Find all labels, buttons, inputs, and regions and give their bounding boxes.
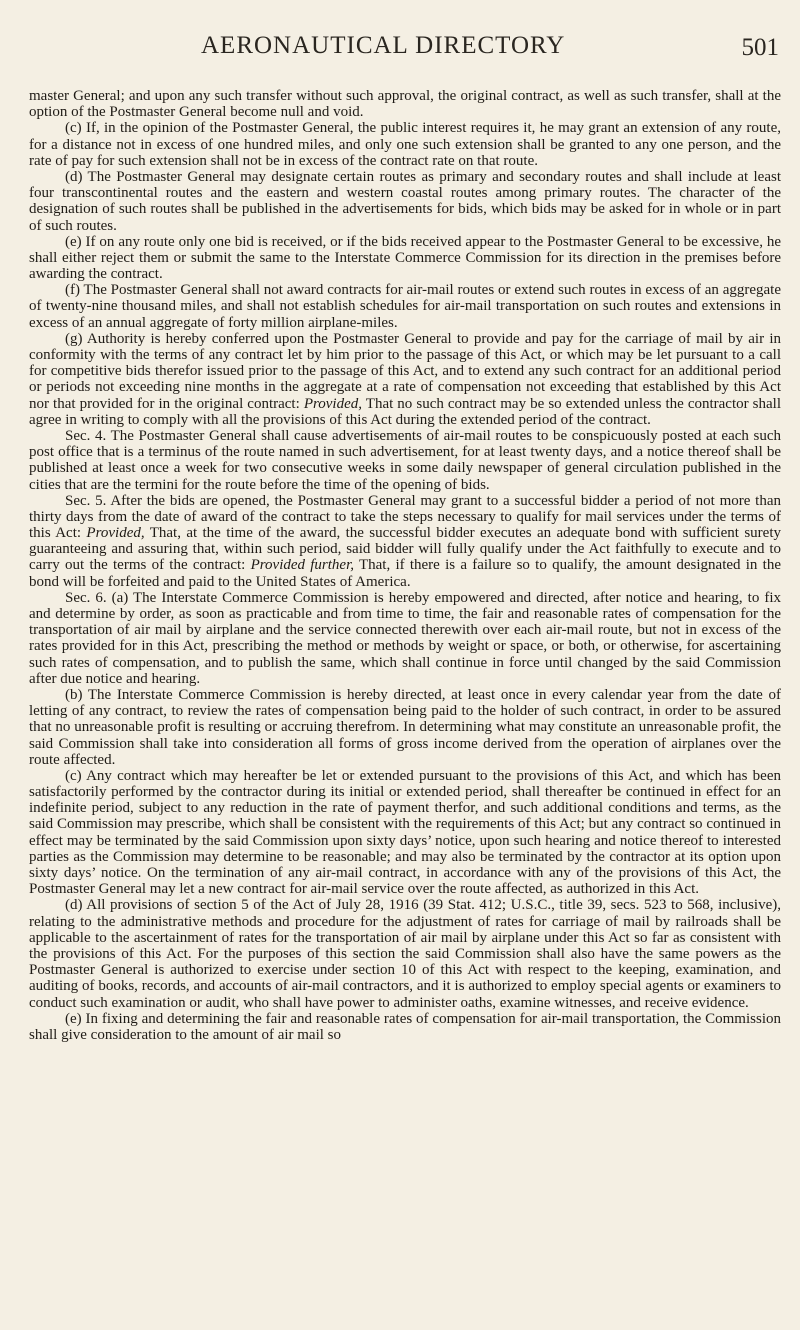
paragraph-text: Sec. 6. (a) The Interstate Commerce Commission is hereby empowered and directed, after notice and hearing, to fix and determine by order, as soon as practicable and from time to time, the fair and reasonable rates of compensation for the transportation of air mail by airplane and the service connected therewith over each air-mail route, but not in excess of the rates provided for in this Act, prescribing the method or methods by weight or space, or both, or otherwise, for ascertaining such rates of compensation, and to publish the same, which shall continue in force until changed by the said Commission after due notice and hearing. bbox=[29, 589, 781, 687]
paragraph-text: (d) All provisions of section 5 of the Act of July 28, 1916 (39 Stat. 412; U.S.C., title 39, secs. 523 to 568, inclusive), relating to the administrative methods and procedure for the adjustment of rates for carriage of mail by railroads shall be applicable to the ascertainment of rates for the transportation of air mail by airplane under this Act so far as consistent with the provisions of this Act. For the purposes of this section the said Commission shall also have the same powers as the Postmaster General is authorized to exercise under section 10 of this Act with respect to the keeping, examination, and auditing of books, records, and accounts of air-mail contractors, and it is authorized to employ special agents or examiners to conduct such examination or audit, who shall have power to administer oaths, examine witnesses, and receive evidence. bbox=[29, 897, 781, 1011]
paragraph-section-6b bbox=[29, 687, 781, 768]
paragraph-text: Sec. 4. The Postmaster General shall cause advertisements of air-mail routes to be conspicuously posted at each such post office that is a terminus of the route named in such advertisement, for at least twenty days, and a notice thereof shall be published at least once a week for two consecutive weeks in some daily newspaper of general circulation published in the cities that are the termini for the route before the time of the opening of bids. bbox=[29, 427, 781, 493]
paragraph-text: (c) If, in the opinion of the Postmaster General, the public interest requires it, he may grant an extension of any route, for a distance not in excess of one hundred miles, and only one such extension shall be granted to any one person, and the rate of pay for such extension shall not be in excess of the contract rate on that route. bbox=[29, 120, 781, 169]
paragraph-section-6a bbox=[29, 590, 781, 687]
paragraph-section-5 bbox=[29, 493, 781, 590]
paragraph-section-4 bbox=[29, 428, 781, 493]
paragraph-text: (f) The Postmaster General shall not award contracts for air-mail routes or extend such routes in excess of an aggregate of twenty-nine thousand miles, and shall not establish schedules for air-mail transportation on such routes and extensions in excess of an annual aggregate of forty million airplane-miles. bbox=[29, 282, 781, 331]
paragraph-text: (b) The Interstate Commerce Commission is hereby directed, at least once in every calendar year from the date of letting of any contract, to review the rates of compensation being paid to the holder of such contract, in order to be assured that no unreasonable profit is resulting or accruing therefrom. In determining what may constitute an unreasonable profit, the said Commission shall take into consideration all forms of gross income derived from the operation of airplanes over the route affected. bbox=[29, 686, 781, 768]
body-text bbox=[29, 88, 781, 1043]
paragraph-text: (c) Any contract which may hereafter be let or extended pursuant to the provisions of this Act, and which has been satisfactorily performed by the contractor during its initial or extended period, shall thereafter be continued in effect for an indefinite period, subject to any reduction in the rate of payment therfor, and such additional conditions and terms, as the said Commission may prescribe, which shall be consistent with the requirements of this Act; but any contract so continued in effect may be terminated by the said Commission upon sixty days’ notice, upon such hearing and notice thereof to interested parties as the Commission may determine to be reasonable; and may also be terminated by the contractor at its option upon sixty days’ notice. On the termination of any air-mail contract, in accordance with any of the provisions of this Act, the Postmaster General may let a new contract for air-mail service over the route affected, as authorized in this Act. bbox=[29, 767, 781, 898]
page-number: 501 bbox=[741, 34, 779, 61]
page-header bbox=[29, 30, 781, 64]
paragraph-text: master General; and upon any such transfer without such approval, the original contract, as well as such transfer, shall at the option of the Postmaster General become null and void. bbox=[29, 88, 781, 121]
paragraph-text: (d) The Postmaster General may designate certain routes as primary and secondary routes and shall include at least four transcontinental routes and the eastern and western coastal routes among primary routes. The character of the designation of such routes shall be published in the advertisements for bids, which bids may be asked for in whole or in part of such routes. bbox=[29, 168, 781, 234]
paragraph-route-extension bbox=[29, 120, 781, 169]
paragraph-text-end: That, if there is a failure so to qualify, the amount designated in the bond will be forfeited and paid to the United States of America. bbox=[29, 557, 781, 590]
paragraph-contract-extension bbox=[29, 331, 781, 428]
paragraph-single-bid bbox=[29, 234, 781, 283]
paragraph-section-6e bbox=[29, 1011, 781, 1043]
paragraph-text-middle: That, at the time of the award, the successful bidder executes an adequate bond with sufficient surety guaranteeing and assuring that, within such period, said bidder will fully qualify under the Act faithfully to execute and to carry out the terms of the contract: bbox=[29, 525, 782, 574]
paragraph-section-6c bbox=[29, 768, 781, 898]
paragraph-text-start: Sec. 5. After the bids are opened, the Postmaster General may grant to a successful bidder a period of not more than thirty days from the date of award of the contract to take the steps necessary to qualify for mail services under the terms of this Act: bbox=[29, 492, 781, 542]
paragraph-text: (e) If on any route only one bid is received, or if the bids received appear to the Postmaster General to be excessive, he shall either reject them or submit the same to the Interstate Commerce Commission for its direction in the premises before awarding the contract. bbox=[29, 233, 781, 283]
document-page bbox=[29, 0, 781, 1330]
paragraph-text-end: That no such contract may be so extended unless the contractor shall agree in writing to comply with all the provisions of this Act during the extended period of the contract. bbox=[29, 395, 782, 428]
paragraph-text: (e) In fixing and determining the fair and reasonable rates of compensation for air-mail transportation, the Commission shall give consideration to the amount of air mail so bbox=[29, 1010, 781, 1043]
paragraph-section-6d bbox=[29, 897, 781, 1010]
italic-proviso: Provided, bbox=[86, 525, 145, 542]
paragraph-route-limits bbox=[29, 282, 781, 331]
paragraph-text-start: (g) Authority is hereby conferred upon the Postmaster General to provide and pay for the carriage of mail by air in conformity with the terms of any contract let by him prior to the passage of this Act, or which may be let pursuant to a call for competitive bids therefor issued prior to the passage of this Act, and to extend any such contract for an additional period or periods not exceeding nine months in the aggregate at a rate of compensation not exceeding that established by this Act nor that provided for in the original contract: bbox=[29, 330, 781, 412]
paragraph-primary-routes bbox=[29, 169, 781, 234]
paragraph-transfer-void bbox=[29, 88, 781, 120]
running-title: AERONAUTICAL DIRECTORY bbox=[201, 32, 566, 59]
italic-proviso: Provided, bbox=[303, 395, 362, 412]
italic-proviso-further: Provided further, bbox=[250, 557, 355, 574]
